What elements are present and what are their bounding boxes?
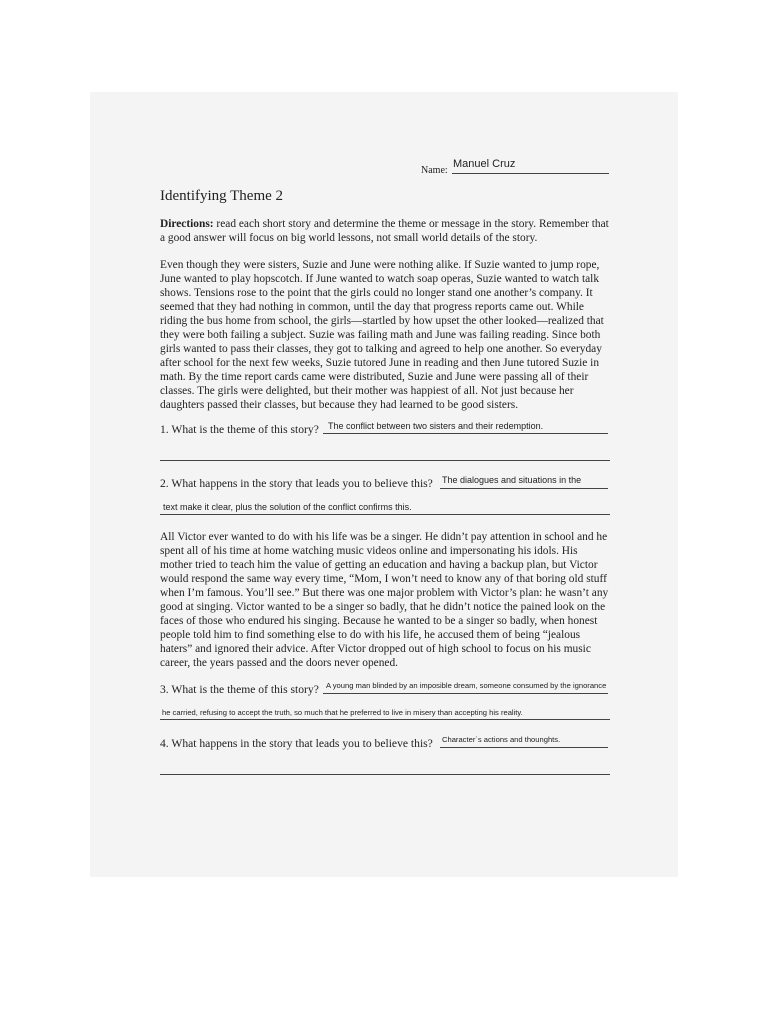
answer-4-field[interactable]: Character´s actions and thounghts. — [442, 735, 561, 744]
directions-text: read each short story and determine the theme or message in the story. Remember that a good answer will focus on big world lessons, not small world details of the story. — [160, 218, 609, 244]
answer-2-line-2 — [160, 514, 610, 515]
name-label: Name: — [421, 165, 448, 176]
name-underline — [452, 173, 609, 174]
question-2: 2. What happens in the story that leads you to believe this? — [160, 477, 433, 490]
story-1: Even though they were sisters, Suzie and June were nothing alike. If Suzie wanted to jump rope, June wanted to play hopscotch. If June wanted to watch soap operas, Suzie wanted to watch talk shows. Tensions rose to the point that the girls could no longer stand one another’s company. It seemed that they had nothing in common, until the day that progress reports came out. While riding the bus home from school, the girls—startled by how upset the other looked—realized that they were both failing a subject. Suzie was failing math and June was failing reading. Since both girls wanted to pass their classes, they got to talking and agreed to help one another. So everyday after school for the next few weeks, Suzie tutored June in reading and then June tutored Suzie in math. By the time report cards came were distributed, Suzie and June were passing all of their classes. The girls were delighted, but their mother was happiest of all. Not just because her daughters passed their classes, but because they had learned to be good sisters. — [160, 259, 604, 411]
page-title: Identifying Theme 2 — [160, 188, 284, 204]
answer-1-field[interactable]: The conflict between two sisters and their redemption. — [328, 421, 544, 431]
answer-3-field-line-1[interactable]: A young man blinded by an imposible dream, someone consumed by the ignorance — [326, 681, 607, 690]
question-4: 4. What happens in the story that leads you to believe this? — [160, 737, 433, 750]
answer-1-line-2 — [160, 460, 610, 461]
answer-3-field-line-2[interactable]: he carried, refusing to accept the truth, so much that he preferred to live in misery than accepting his reality. — [162, 708, 523, 717]
answer-4-line-2 — [160, 774, 610, 775]
question-3: 3. What is the theme of this story? — [160, 683, 319, 696]
answer-2-field-line-1[interactable]: The dialogues and situations in the — [442, 475, 582, 485]
name-field[interactable]: Manuel Cruz — [453, 158, 516, 170]
directions — [160, 217, 610, 245]
story-2: All Victor ever wanted to do with his life was be a singer. He didn’t pay attention in school and he spent all of his time at home watching music videos online and impersonating his idols. His mother tried to teach him the value of getting an education and having a backup plan, but Victor would respond the same way every time, “Mom, I won’t need to know any of that boring old stuff when I’m famous. You’ll see.” But there was one major problem with Victor’s plan: he wasn’t any good at singing. Victor wanted to be a singer so badly, that he didn’t notice the pained look on the faces of those who endured his singing. Because he wanted to be a singer so badly, when honest people told him to find something else to do with his life, he accused them of being “jealous haters” and ignored their advice. After Victor dropped out of high school to focus on his music career, the years passed and the doors never opened. — [160, 531, 609, 669]
question-1: 1. What is the theme of this story? — [160, 423, 319, 436]
answer-1-line — [323, 433, 608, 434]
answer-3-line-2 — [160, 719, 610, 720]
directions-label: Directions: — [160, 218, 214, 230]
answer-3-line — [323, 693, 608, 694]
answer-4-line — [440, 747, 608, 748]
answer-2-field-line-2[interactable]: text make it clear, plus the solution of the conflict confirms this. — [163, 502, 412, 512]
answer-2-line — [440, 488, 608, 489]
